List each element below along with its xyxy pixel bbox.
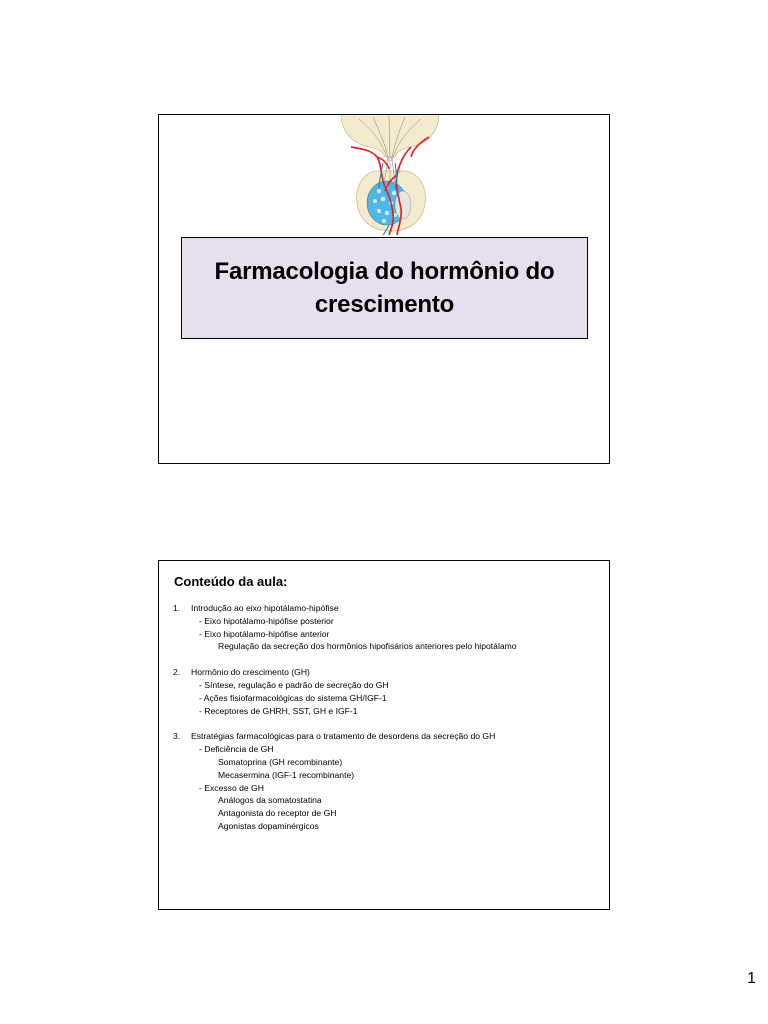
outline-number: 3. (173, 731, 181, 742)
title-line-1: Farmacologia do hormônio do (214, 258, 555, 285)
outline-item: - Síntese, regulação e padrão de secreção do GH (199, 679, 389, 690)
outline-item: - Deficiência de GH (199, 744, 274, 755)
outline-text: Introdução ao eixo hipotálamo-hipófise (191, 603, 339, 613)
outline-item: - Receptores de GHRH, SST, GH e IGF-1 (199, 705, 358, 716)
outline-number: 2. (173, 667, 181, 678)
slide-title (158, 114, 610, 464)
contents-outline (173, 602, 517, 833)
outline-number: 1. (173, 603, 181, 613)
outline-item: - Excesso de GH (199, 782, 264, 793)
outline-item (173, 602, 517, 615)
outline-item: Somatoprina (GH recombinante) (218, 756, 343, 767)
slide-contents (158, 560, 610, 910)
outline-item: Regulação da secreção dos hormônios hipofisários anteriores pelo hipotálamo (218, 641, 517, 652)
outline-text: Estratégias farmacológicas para o tratamento de desordens da secreção do GH (191, 731, 496, 742)
title-line-2: crescimento (314, 291, 455, 318)
outline-item: Análogos da somatostatina (218, 795, 322, 806)
outline-spacer (173, 653, 517, 666)
outline-item: Antagonista do receptor de GH (218, 808, 337, 819)
outline-item (173, 666, 517, 679)
outline-item: - Eixo hipotálamo-hipófise posterior (199, 615, 334, 626)
title-box (181, 237, 588, 339)
outline-item: Agonistas dopaminérgicos (218, 820, 319, 831)
outline-text: Hormônio do crescimento (GH) (191, 667, 310, 678)
outline-spacer (173, 717, 517, 730)
page-number: 1 (747, 970, 756, 987)
outline-item: - Eixo hipotálamo-hipófise anterior (199, 628, 330, 639)
slide-title-text (215, 255, 555, 321)
outline-item (173, 730, 517, 743)
contents-heading: Conteúdo da aula: (174, 574, 288, 589)
pituitary-illustration (339, 114, 441, 235)
outline-item: Mecasermina (IGF-1 recombinante) (218, 769, 355, 780)
outline-item: - Ações fisiofarmacológicas do sistema GH/IGF-1 (199, 692, 387, 703)
